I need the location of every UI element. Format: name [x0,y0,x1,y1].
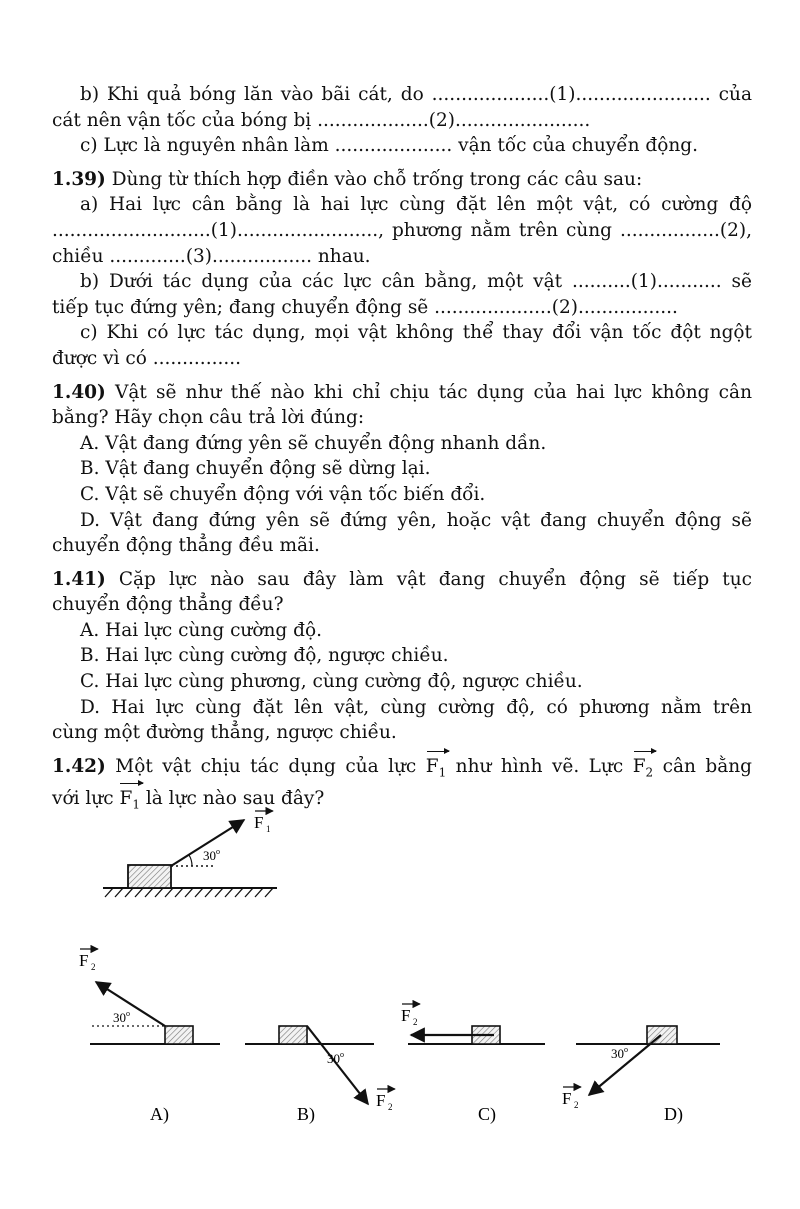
svg-text:2: 2 [574,1100,579,1110]
q142-stem-line2-part2: là lực nào sau đây? [145,788,325,810]
q139-stem: Dùng từ thích hợp điền vào chỗ trống trong các câu sau: [111,168,643,190]
svg-text:F: F [376,1091,386,1110]
f2-label-d [562,1087,581,1110]
q141-option-c: C. Hai lực cùng phương, cùng cường độ, ngược chiều. [80,671,583,693]
svg-text:2: 2 [413,1017,418,1027]
q140-number: 1.40) [52,381,106,403]
q140-option-c: C. Vật sẽ chuyển động với vận tốc biến đổi. [80,483,486,505]
vector-f2-inline: $F_2$ [633,754,653,786]
choice-d-label: D) [664,1104,683,1124]
f1-label [254,811,273,834]
q142-stem-line2-part1: với lực [52,788,114,810]
q138-b-line1: b) Khi quả bóng lăn vào bãi cát, do ....................(1)....................... của [80,84,752,105]
svg-text:F: F [562,1089,572,1108]
f2-label-c [401,1004,420,1027]
q141-option-b: B. Hai lực cùng cường độ, ngược chiều. [80,645,449,667]
block [128,865,171,888]
angle-label: 30$^o$ [203,847,220,863]
option-a-diagram [79,949,220,1125]
q140-option-d-line1: D. Vật đang đứng yên sẽ đứng yên, hoặc vật đang chuyển động sẽ [80,509,752,531]
svg-text:30o: 30$^o$ [327,1050,344,1066]
q140-option-b: B. Vật đang chuyển động sẽ dừng lại. [80,458,431,480]
option-d-diagram [562,1026,720,1125]
svg-text:F: F [401,1006,411,1025]
q141-stem-line1: Cặp lực nào sau đây làm vật đang chuyển động sẽ tiếp tục [118,568,752,590]
q139-b-line1: b) Dưới tác dụng của các lực cân bằng, một vật ..........(1)........... sẽ [80,271,752,293]
q141-option-d-line2: cùng một đường thẳng, ngược chiều. [52,722,397,744]
svg-text:F: F [79,951,89,970]
q141-number: 1.41) [52,568,106,590]
q139-a-line1: a) Hai lực cân bằng là hai lực cùng đặt lên một vật, có cường độ [80,194,752,216]
q141-option-d-line1: D. Hai lực cùng đặt lên vật, cùng cường độ, có phương nằm trên [80,696,752,718]
option-b-diagram [245,1026,395,1125]
q140-option-a: A. Vật đang đứng yên sẽ chuyển động nhanh dần. [80,432,547,454]
q139-c-line2: được vì có ............... [52,347,241,369]
ground-hatching [105,888,273,897]
f2-arrow-a [96,982,165,1026]
q141-stem-line2: chuyển động thẳng đều? [52,594,284,616]
main-diagram [103,811,277,897]
q139-number: 1.39) [52,168,106,190]
q142-stem-part3: cân bằng [662,755,753,777]
svg-text:2: 2 [388,1102,393,1112]
q141-option-a: A. Hai lực cùng cường độ. [80,619,322,641]
vector-f1-inline: $F_1$ [426,754,446,786]
choice-c-label: C) [478,1104,496,1124]
q139-c-line1: c) Khi có lực tác dụng, mọi vật không thể thay đổi vận tốc đột ngột [80,322,752,344]
f2-label-a [79,949,98,972]
choice-a-label: A) [150,1104,169,1124]
q142-stem-part2: như hình vẽ. Lực [455,755,624,777]
q139-a-line2: ...........................(1)........................, phương nằm trên cùng .................(2), [52,219,752,241]
svg-text:F: F [254,813,264,832]
q142-stem-part1: Một vật chịu tác dụng của lực [115,755,417,777]
q139-a-line3: chiều .............(3)................. nhau. [52,245,371,267]
choice-b-label: B) [297,1104,315,1124]
angle-arc [189,855,192,866]
option-c-diagram [401,1004,545,1125]
f2-label-b [376,1089,395,1112]
q139-b-line2: tiếp tục đứng yên; đang chuyển động sẽ ....................(2)................. [52,296,678,318]
q142-number: 1.42) [52,755,106,777]
q140-stem-line2: bằng? Hãy chọn câu trả lời đúng: [52,407,365,429]
q138-b-line2: cát nên vận tốc của bóng bị ...................(2)....................... [52,109,591,131]
svg-text:30o: 30$^o$ [611,1045,628,1061]
svg-text:1: 1 [266,824,271,834]
svg-text:2: 2 [91,962,96,972]
q140-option-d-line2: chuyển động thẳng đều mãi. [52,535,320,557]
vector-f1-inline-2: $F_1$ [119,786,139,818]
q138-c-line: c) Lực là nguyên nhân làm .................... vận tốc của chuyển động. [80,135,699,157]
q140-stem-line1: Vật sẽ như thế nào khi chỉ chịu tác dụng của hai lực không cân [115,381,752,403]
svg-text:30o: 30$^o$ [113,1009,130,1025]
